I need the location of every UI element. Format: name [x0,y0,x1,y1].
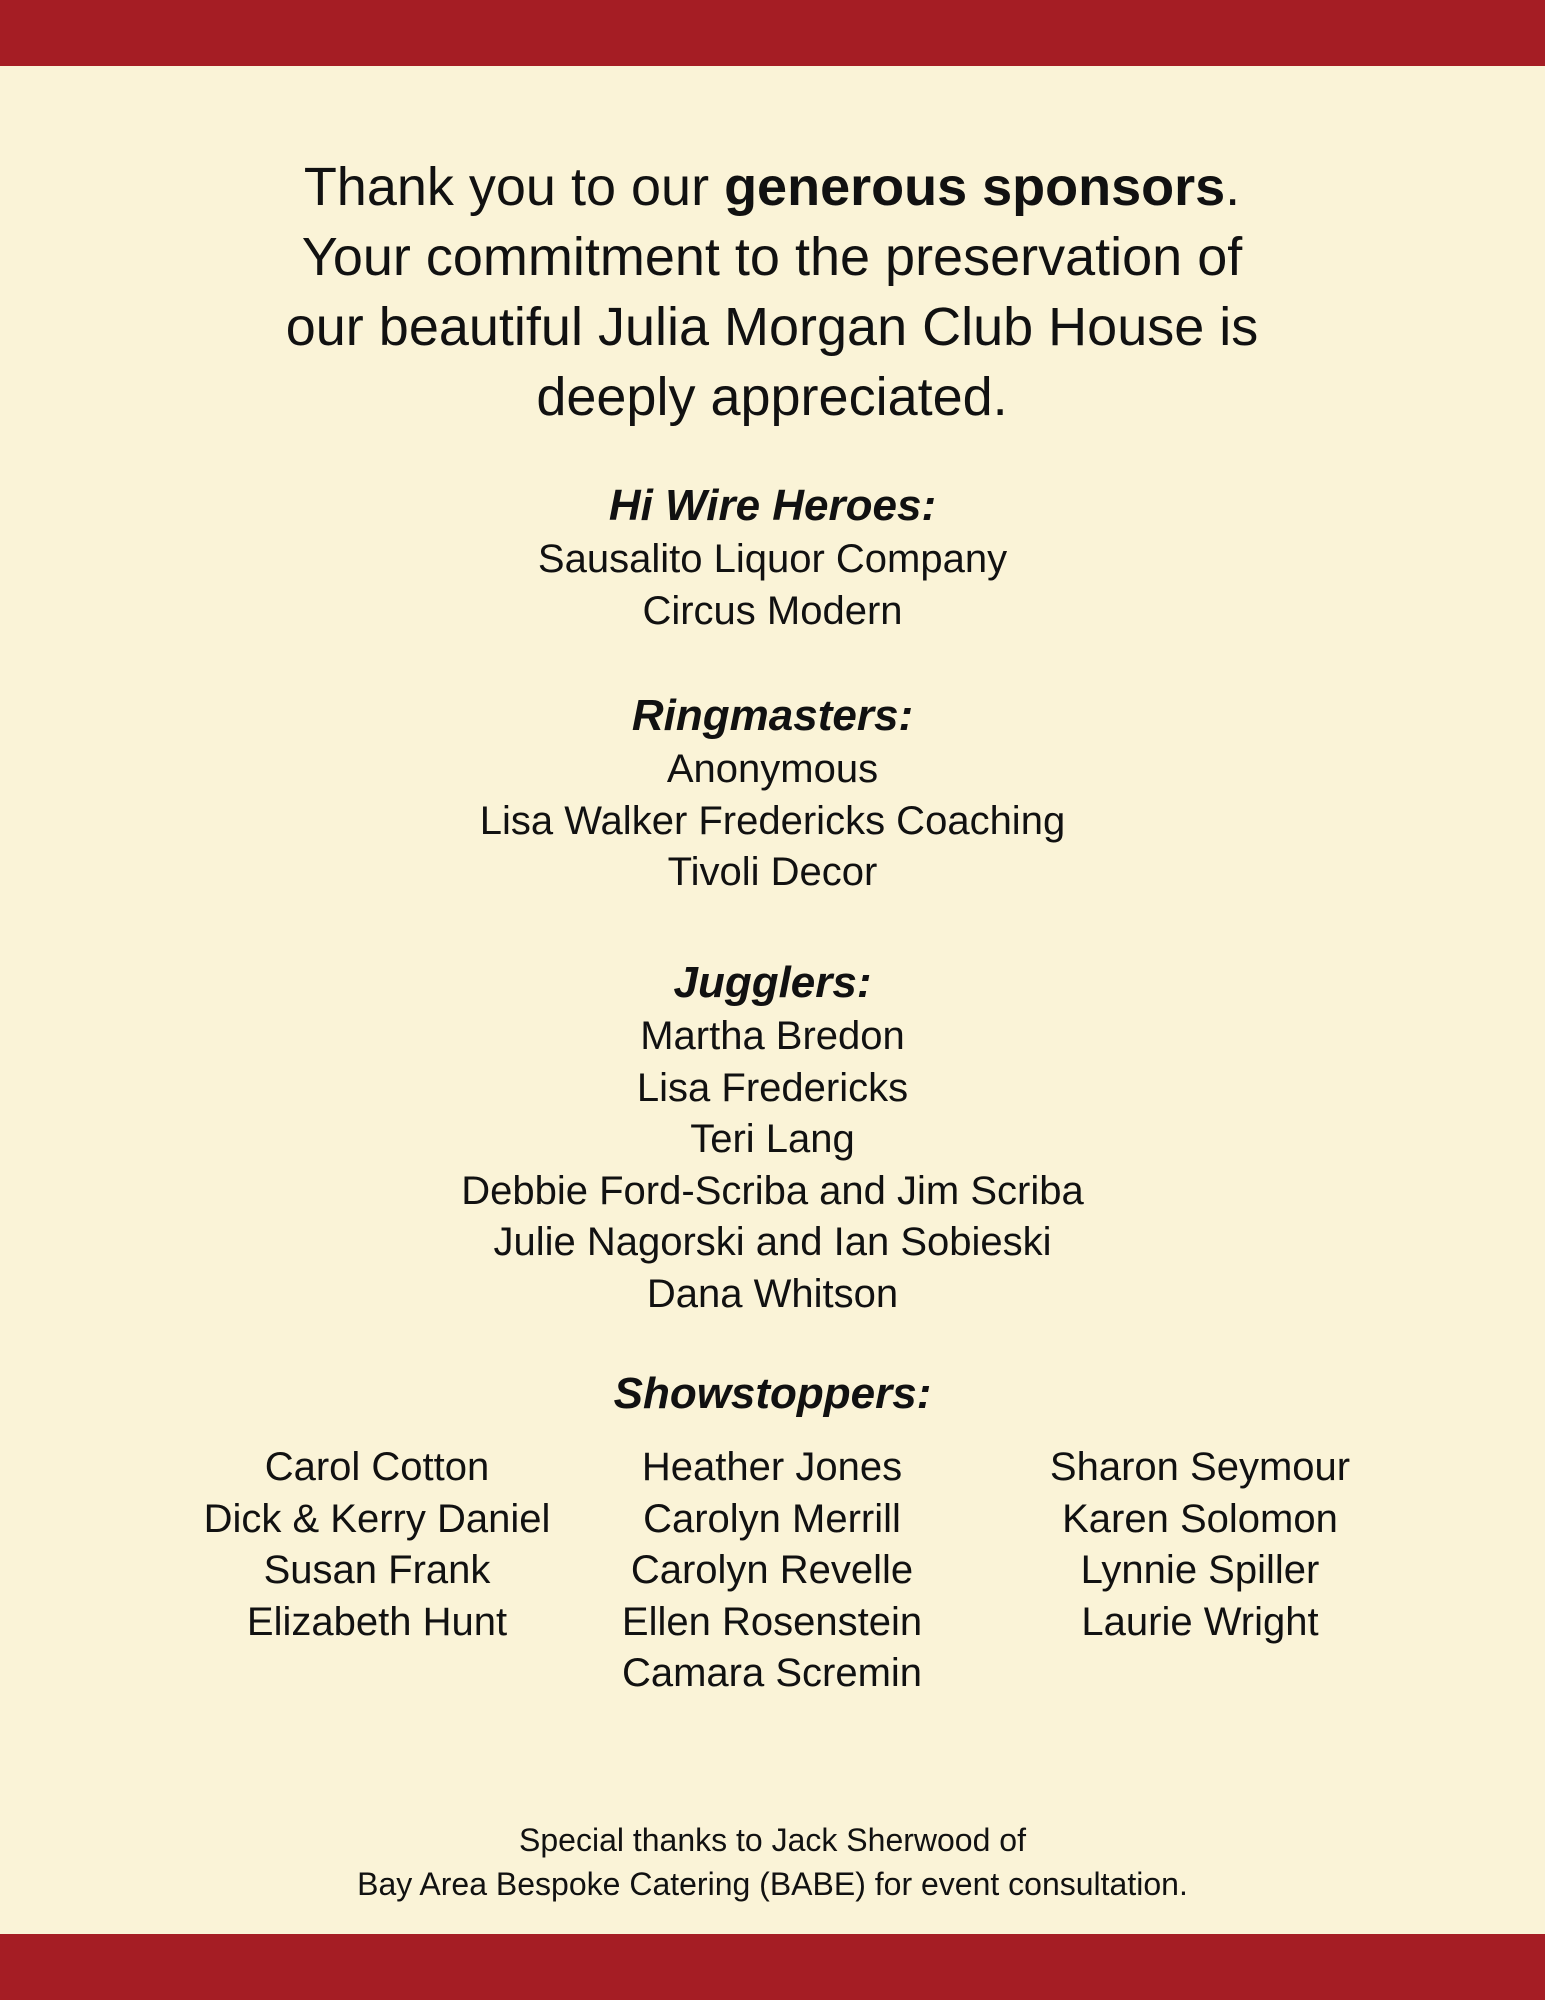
sponsor-name: Carol Cotton [264,1445,490,1489]
section-hi-wire-heroes [0,478,1545,637]
sponsor-name: Carolyn Revelle [630,1548,914,1592]
sponsor-name: Martha Bredon [640,1014,905,1058]
intro-line-4: deeply appreciated. [536,367,1008,427]
sponsor-name: Julie Nagorski and Ian Sobieski [493,1220,1052,1264]
showstoppers-column-1 [167,1442,587,1648]
sponsor-name: Anonymous [666,747,879,791]
special-thanks-line-2: Bay Area Bespoke Catering (BABE) for event consultation. [357,1866,1188,1902]
sponsor-name: Karen Solomon [1062,1496,1338,1541]
sponsor-name: Dick & Kerry Daniel [203,1496,551,1541]
sponsor-list [0,534,1545,637]
top-red-band [0,0,1545,66]
sponsor-list [0,1011,1545,1320]
bottom-red-band [0,1934,1545,2000]
sponsor-name: Sharon Seymour [1049,1445,1351,1489]
thank-you-message [172,152,1372,432]
section-title-jugglers: Jugglers: [673,958,872,1007]
sponsor-name: Teri Lang [690,1117,855,1161]
showstoppers-columns [0,1442,1545,1702]
sponsor-name: Susan Frank [263,1548,491,1592]
sponsor-name: Lynnie Spiller [1080,1548,1320,1592]
intro-line-3: our beautiful Julia Morgan Club House is [285,297,1259,357]
special-thanks-line-1: Special thanks to Jack Sherwood of [519,1822,1026,1858]
sponsor-name: Lisa Fredericks [636,1065,909,1110]
sponsor-name: Camara Scremin [621,1651,923,1695]
section-title-hi-wire-heroes: Hi Wire Heroes: [608,481,937,530]
intro-line-1 [172,152,1372,222]
showstoppers-column-3 [990,1442,1410,1648]
sponsor-name: Dana Whitson [646,1271,899,1316]
intro-text-after: . [1225,157,1241,217]
sponsor-name: Carolyn Merrill [643,1496,901,1541]
sponsor-name: Heather Jones [641,1445,903,1489]
intro-bold-text: generous sponsors [724,157,1226,217]
section-title-ringmasters: Ringmasters: [631,691,914,740]
section-ringmasters [0,688,1545,899]
intro-text-before: Thank you to our [303,157,725,217]
intro-line-2: Your commitment to the preservation of [301,227,1243,287]
section-showstoppers [0,1366,1545,1422]
showstoppers-column-2 [562,1442,982,1700]
sponsor-name: Circus Modern [642,588,903,633]
section-title-showstoppers: Showstoppers: [613,1369,932,1418]
sponsor-name: Sausalito Liquor Company [537,537,1008,581]
sponsor-name: Tivoli Decor [667,850,878,894]
sponsor-name: Lisa Walker Fredericks Coaching [479,798,1066,843]
sponsor-name: Debbie Ford-Scriba and Jim Scriba [461,1168,1084,1213]
sponsor-name: Elizabeth Hunt [246,1599,508,1644]
sponsor-name: Ellen Rosenstein [621,1599,923,1644]
sponsor-list [0,744,1545,899]
special-thanks-note [0,1818,1545,1906]
sponsor-name: Laurie Wright [1081,1599,1319,1644]
section-jugglers [0,955,1545,1320]
